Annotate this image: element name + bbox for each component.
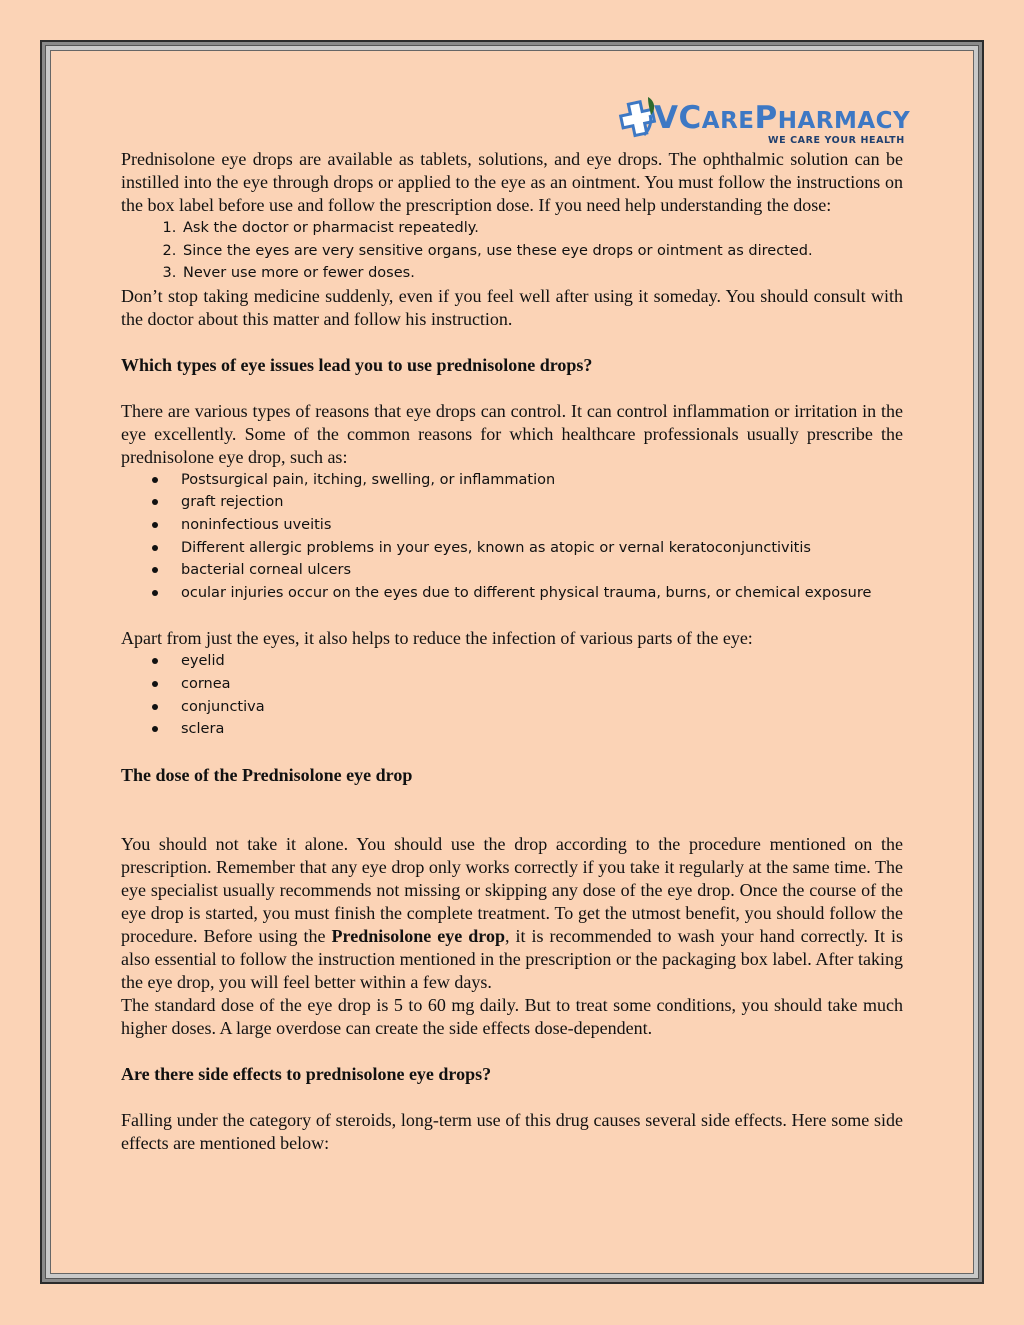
list-item: 1. Ask the doctor or pharmacist repeatedly. <box>181 217 903 240</box>
bullet-icon <box>152 726 158 732</box>
list-item: graft rejection <box>181 491 903 514</box>
intro-followup-paragraph: Don’t stop taking medicine suddenly, even if you feel well after using it someday. You should consult with the doctor about this matter and follow his instruction. <box>121 285 903 329</box>
bullet-icon <box>152 567 158 573</box>
bullet-icon <box>152 704 158 710</box>
intro-paragraph: Prednisolone eye drops are available as tablets, solutions, and eye drops. The ophthalmic solution can be instilled into the eye through drops or applied to the eye as an ointment. You must follow the instructions on the box label before use and follow the prescription dose. If you need help understanding the dose: <box>121 149 903 215</box>
article-content <box>121 148 903 1155</box>
list-item: Different allergic problems in your eyes, known as atopic or vernal keratoconjunctivitis <box>181 537 903 560</box>
list-item: Postsurgical pain, itching, swelling, or inflammation <box>181 469 903 492</box>
list-item: ocular injuries occur on the eyes due to different physical trauma, burns, or chemical exposure <box>181 582 903 605</box>
dose-paragraph: You should not take it alone. You should use the drop according to the procedure mentioned on the prescription. Remember that any eye drop only works correctly if you take it regularly at the same time. The eye specialist usually recommends not missing or skipping any dose of the eye drop. Once the course of the eye drop is started, you must finish the complete treatment. To get the utmost benefit, you should follow the procedure. Before using the Prednisolone eye drop, it is recommended to wash your hand correctly. It is also essential to follow the instruction mentioned in the prescription or the packaging box label. After taking the eye drop, you will feel better within a few days. <box>121 833 903 992</box>
bullet-icon <box>152 590 158 596</box>
bullet-icon <box>152 681 158 687</box>
list-item: conjunctiva <box>181 696 903 719</box>
logo-wordmark: VCAREPHARMACY <box>654 100 911 136</box>
list-item: eyelid <box>181 650 903 673</box>
bullet-icon <box>152 477 158 483</box>
list-item: sclera <box>181 718 903 741</box>
reasons-paragraph: There are various types of reasons that eye drops can control. It can control inflammation or irritation in the eye excellently. Some of the common reasons for which healthcare professionals usually prescribe the prednisolone eye drop, such as: <box>121 400 903 467</box>
reasons-bullet-list <box>121 469 903 605</box>
list-item: bacterial corneal ulcers <box>181 559 903 582</box>
bullet-icon <box>152 545 158 551</box>
standard-dose-paragraph: The standard dose of the eye drop is 5 to 60 mg daily. But to treat some conditions, you should take much higher doses. A large overdose can create the side effects dose-dependent. <box>121 994 903 1038</box>
dose-steps-list <box>121 217 903 285</box>
eye-parts-paragraph: Apart from just the eyes, it also helps to reduce the infection of various parts of the eye: <box>121 628 753 649</box>
list-item: 2. Since the eyes are very sensitive organs, use these eye drops or ointment as directed. <box>181 240 903 263</box>
side-effects-paragraph: Falling under the category of steroids, long-term use of this drug causes several side effects. Here some side effects are mentioned below: <box>121 1109 903 1153</box>
logo-tagline: WE CARE YOUR HEALTH <box>768 135 905 146</box>
section-heading: Are there side effects to prednisolone eye drops? <box>121 1063 492 1084</box>
section-heading: The dose of the Prednisolone eye drop <box>121 764 413 785</box>
eye-parts-bullet-list <box>121 650 903 740</box>
bullet-icon <box>152 522 158 528</box>
bullet-icon <box>152 658 158 664</box>
list-item: cornea <box>181 673 903 696</box>
bullet-icon <box>152 499 158 505</box>
medical-cross-leaf-icon <box>608 95 660 150</box>
section-heading: Which types of eye issues lead you to use prednisolone drops? <box>121 354 593 375</box>
vcare-pharmacy-logo <box>608 95 933 150</box>
list-item: 3. Never use more or fewer doses. <box>181 262 903 285</box>
list-item: noninfectious uveitis <box>181 514 903 537</box>
